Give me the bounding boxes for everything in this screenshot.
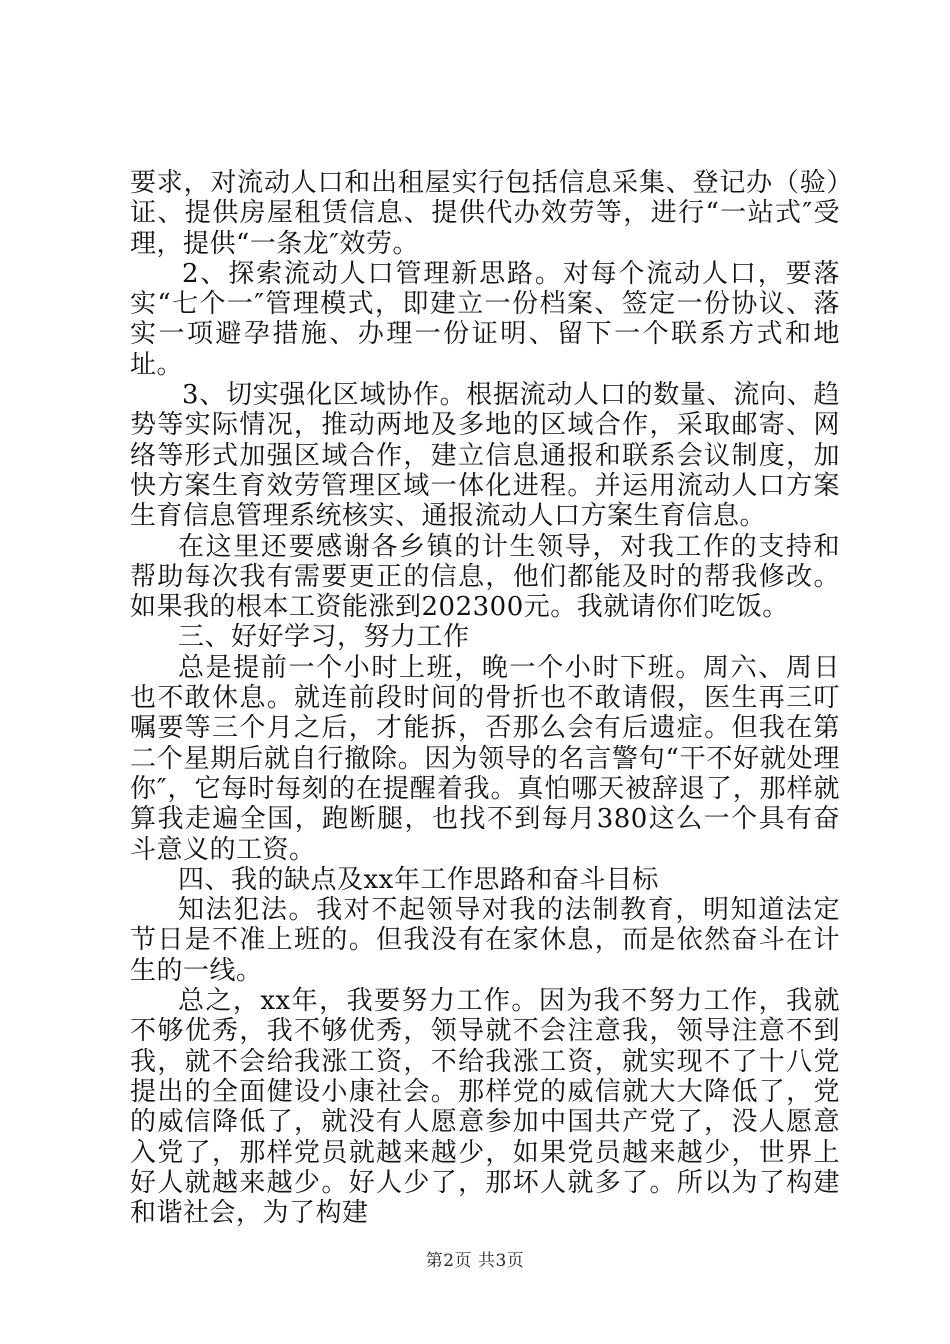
paragraph-continuation-requirements: 要求，对流动人口和出租屋实行包括信息采集、登记办（验）证、提供房屋租赁信息、提供代办效劳等，进行“一站式″受理，提供“一条龙″效劳。 <box>130 168 840 259</box>
section-heading-4: 四、我的缺点及xx年工作思路和奋斗目标 <box>178 864 659 895</box>
page-number-footer: 第2页 共3页 <box>425 1251 525 1271</box>
paragraph-work-attitude: 总是提前一个小时上班，晚一个小时下班。周六、周日也不敢休息。就连前段时间的骨折也不敢请假，医生再三叮嘱要等三个月之后，才能拆，否那么会有后遗症。但我在第二个星期后就自行撤除。因为领导的名言警句“干不好就处理你″，它每时每刻的在提醒着我。真怕哪天被辞退了，那样就算我走遍全国，跑断腿，也找不到每月380这么一个具有奋斗意义的工资。 <box>130 652 840 865</box>
paragraph-thanks: 在这里还要感谢各乡镇的计生领导，对我工作的支持和帮助每次我有需要更正的信息，他们都能及时的帮我修改。如果我的根本工资能涨到202300元。我就请你们吃饭。 <box>130 531 840 623</box>
section-heading-3: 三、好好学习，努力工作 <box>178 622 470 653</box>
document-body <box>130 168 840 1228</box>
paragraph-conclusion: 总之，xx年，我要努力工作。因为我不努力工作，我就不够优秀，我不够优秀，领导就不会注意我，领导注意不到我，就不会给我涨工资，不给我涨工资，就实现不了十八党提出的全面健设小康社会。那样党的威信就大大降低了，党的威信降低了，就没有人愿意参加中国共产党了，没人愿意入党了，那样党员就越来越少，如果党员越来越少，世界上好人就越来越少。好人少了，那坏人就多了。所以为了构建和谐社会，为了构建 <box>130 986 840 1229</box>
paragraph-item-3-regional-cooperation: 3、切实强化区域协作。根据流动人口的数量、流向、趋势等实际情况，推动两地及多地的区域合作，采取邮寄、网络等形式加强区域合作，建立信息通报和联系会议制度，加快方案生育效劳管理区域一体化进程。并运用流动人口方案生育信息管理系统核实、通报流动人口方案生育信息。 <box>130 380 840 532</box>
paragraph-shortcomings: 知法犯法。我对不起领导对我的法制教育，明知道法定节日是不准上班的。但我没有在家休息，而是依然奋斗在计生的一线。 <box>130 895 840 986</box>
paragraph-item-2-management: 2、探索流动人口管理新思路。对每个流动人口，要落实“七个一″管理模式，即建立一份档案、签定一份协议、落实一项避孕措施、办理一份证明、留下一个联系方式和地址。 <box>130 258 840 380</box>
